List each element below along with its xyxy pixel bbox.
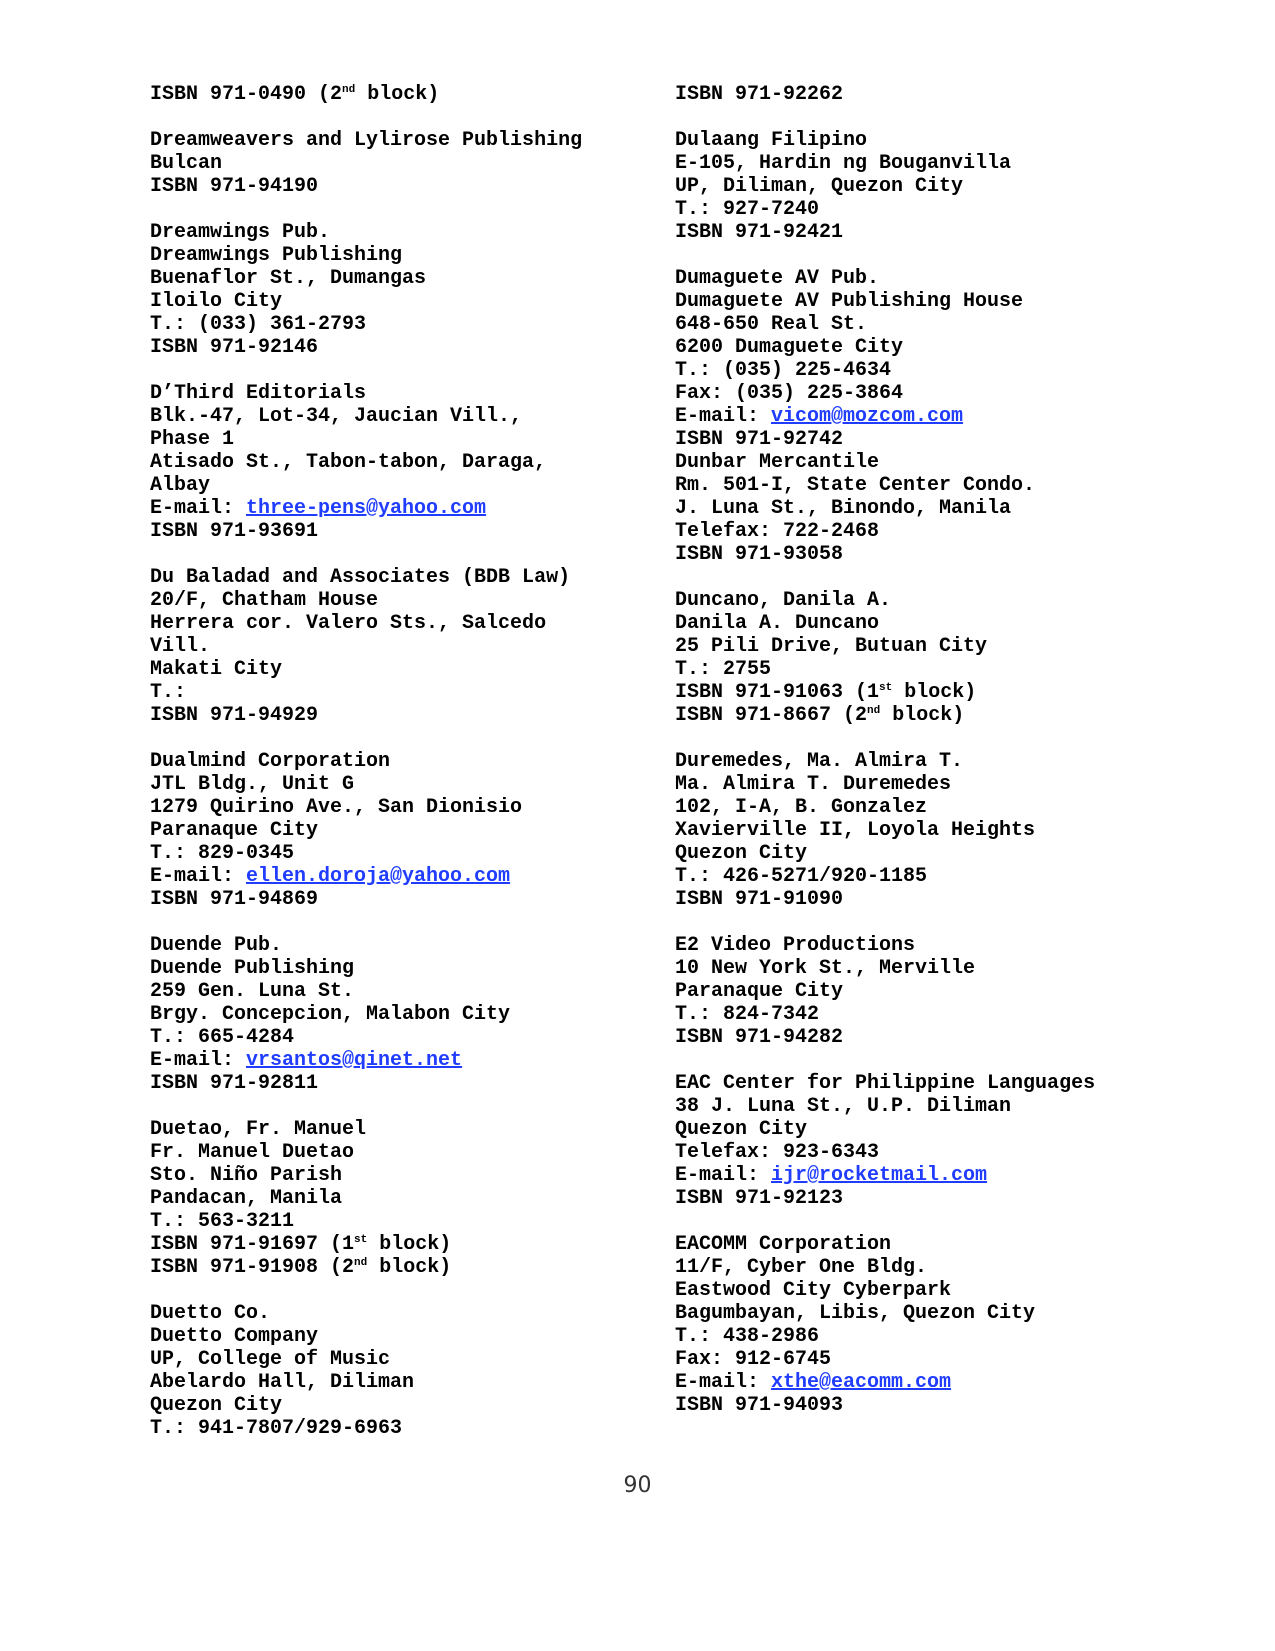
email-link[interactable]: ellen.doroja@yahoo.com [246,865,511,888]
entry-line [150,336,660,359]
line-text: ISBN 971-92421 [675,221,844,244]
line-text: Dumaguete AV Pub. [675,267,880,290]
line-text: ISBN 971-92811 [150,1072,319,1095]
entry-line [150,1118,660,1141]
entry-line [150,1187,660,1210]
entry-line [675,1394,1235,1417]
entry-spacer [150,1095,660,1118]
entry-line [150,1072,660,1095]
entry-line [675,129,1235,152]
line-text: Abelardo Hall, Diliman [150,1371,415,1394]
entry-line [150,520,660,543]
entry-line [150,1003,660,1026]
entry-line [150,658,660,681]
line-text: Dreamwings Pub. [150,221,331,244]
entry-line [675,290,1235,313]
entry-line [675,934,1235,957]
entry-line [675,796,1235,819]
entry-spacer [150,198,660,221]
entry-line [150,635,660,658]
line-text: Fax: (035) 225-3864 [675,382,904,405]
entry-line [675,1141,1235,1164]
line-text: Ma. Almira T. Duremedes [675,773,952,796]
line-text: block) [880,704,965,727]
directory-entry [150,129,660,198]
line-text: Dreamweavers and Lylirose Publishing [150,129,583,152]
entry-line [675,1072,1235,1095]
line-text: Duende Pub. [150,934,283,957]
line-text: Quezon City [675,1118,808,1141]
line-text: EAC Center for Philippine Languages [675,1072,1096,1095]
directory-entry [150,83,660,106]
entry-line [150,428,660,451]
line-text: block) [367,1256,452,1279]
entry-line [150,451,660,474]
line-text: ISBN 971-92123 [675,1187,844,1210]
entry-line [150,1394,660,1417]
line-text: Paranaque City [150,819,319,842]
entry-line [150,1417,660,1440]
entry-line [150,612,660,635]
entry-line [675,474,1235,497]
entry-line [150,152,660,175]
ordinal-superscript: nd [354,1257,368,1269]
entry-line [150,1371,660,1394]
entry-line [675,152,1235,175]
entry-line [150,474,660,497]
entry-line [150,1141,660,1164]
directory-entry [150,1302,660,1440]
line-text: Bagumbayan, Libis, Quezon City [675,1302,1036,1325]
line-text: Herrera cor. Valero Sts., Salcedo [150,612,547,635]
directory-entry [675,589,1235,727]
ordinal-superscript: nd [342,84,356,96]
line-text: UP, Diliman, Quezon City [675,175,964,198]
entry-line [150,1164,660,1187]
line-text: ISBN 971-0490 (2 [150,83,343,106]
entry-line [150,1210,660,1233]
line-text: E-mail: [150,865,247,888]
line-text: E-mail: [150,1049,247,1072]
line-text: ISBN 971-92262 [675,83,844,106]
line-text: J. Luna St., Binondo, Manila [675,497,1012,520]
entry-line [675,612,1235,635]
line-text: T.: (035) 225-4634 [675,359,892,382]
line-text: Eastwood City Cyberpark [675,1279,952,1302]
entry-line [675,1233,1235,1256]
entry-line [150,244,660,267]
line-text: 20/F, Chatham House [150,589,379,612]
entry-line [675,658,1235,681]
entry-line [675,451,1235,474]
line-text: Quezon City [675,842,808,865]
line-text: E-mail: [675,405,772,428]
entry-line [150,405,660,428]
line-text: 1279 Quirino Ave., San Dionisio [150,796,523,819]
line-text: Dualmind Corporation [150,750,391,773]
line-text: Duncano, Danila A. [675,589,892,612]
line-text: T.: 824-7342 [675,1003,820,1026]
line-text: Rm. 501-I, State Center Condo. [675,474,1036,497]
entry-line [150,1233,660,1256]
entry-line [675,428,1235,451]
entry-line [675,1164,1235,1187]
line-text: T.: (033) 361-2793 [150,313,367,336]
line-text: ISBN 971-93691 [150,520,319,543]
email-link[interactable]: ijr@rocketmail.com [771,1164,988,1187]
entry-line [150,267,660,290]
line-text: Dunbar Mercantile [675,451,880,474]
entry-line [675,819,1235,842]
entry-line [150,934,660,957]
entry-line [675,842,1235,865]
line-text: T.: 665-4284 [150,1026,295,1049]
entry-line [675,497,1235,520]
line-text: ISBN 971-94190 [150,175,319,198]
line-text: E2 Video Productions [675,934,916,957]
entry-spacer [675,1049,1235,1072]
entry-spacer [150,359,660,382]
email-link[interactable]: vrsantos@qinet.net [246,1049,463,1072]
line-text: T.: 426-5271/920-1185 [675,865,928,888]
entry-line [675,589,1235,612]
entry-spacer [675,566,1235,589]
line-text: block) [367,1233,452,1256]
entry-line [150,865,660,888]
entry-line [150,980,660,1003]
line-text: block) [355,83,440,106]
entry-spacer [150,911,660,934]
entry-line [675,704,1235,727]
line-text: Dumaguete AV Publishing House [675,290,1024,313]
line-text: T.: 438-2986 [675,1325,820,1348]
entry-line [675,405,1235,428]
entry-line [150,888,660,911]
line-text: ISBN 971-94929 [150,704,319,727]
line-text: Telefax: 722-2468 [675,520,880,543]
line-text: 259 Gen. Luna St. [150,980,355,1003]
line-text: Duende Publishing [150,957,355,980]
entry-line [150,773,660,796]
line-text: Danila A. Duncano [675,612,880,635]
line-text: Du Baladad and Associates (BDB Law) [150,566,571,589]
line-text: Duetto Company [150,1325,319,1348]
entry-line [675,543,1235,566]
line-text: Blk.-47, Lot-34, Jaucian Vill., [150,405,523,428]
entry-line [150,704,660,727]
line-text: Bulcan [150,152,223,175]
directory-entry [150,221,660,359]
entry-spacer [150,727,660,750]
line-text: Dreamwings Publishing [150,244,403,267]
directory-entry [150,750,660,911]
entry-line [675,520,1235,543]
line-text: T.: 563-3211 [150,1210,295,1233]
line-text: Paranaque City [675,980,844,1003]
line-text: T.: 941-7807/929-6963 [150,1417,403,1440]
line-text: Vill. [150,635,211,658]
directory-entry [150,1118,660,1279]
entry-line [675,1118,1235,1141]
entry-spacer [675,106,1235,129]
entry-spacer [150,106,660,129]
line-text: ISBN 971-91063 (1 [675,681,880,704]
entry-line [675,1371,1235,1394]
line-text: E-mail: [675,1371,772,1394]
email-link[interactable]: xthe@eacomm.com [771,1371,952,1394]
line-text: ISBN 971-92146 [150,336,319,359]
entry-line [150,819,660,842]
directory-entry [675,1072,1235,1210]
directory-entry [675,934,1235,1049]
entry-spacer [675,1210,1235,1233]
entry-line [675,1348,1235,1371]
entry-line [675,336,1235,359]
line-text: 102, I-A, B. Gonzalez [675,796,928,819]
entry-line [150,221,660,244]
entry-line [675,865,1235,888]
line-text: Fax: 912-6745 [675,1348,832,1371]
entry-spacer [675,727,1235,750]
line-text: T.: 2755 [675,658,772,681]
entry-line [675,221,1235,244]
line-text: Pandacan, Manila [150,1187,343,1210]
directory-entry [675,1233,1235,1417]
line-text: E-mail: [150,497,247,520]
line-text: 11/F, Cyber One Bldg. [675,1256,928,1279]
entry-line [675,980,1235,1003]
line-text: 25 Pili Drive, Butuan City [675,635,988,658]
line-text: UP, College of Music [150,1348,391,1371]
line-text: Sto. Niño Parish [150,1164,343,1187]
directory-entry [675,267,1235,566]
entry-line [150,681,660,704]
line-text: Iloilo City [150,290,283,313]
line-text: ISBN 971-8667 (2 [675,704,868,727]
email-link[interactable]: vicom@mozcom.com [771,405,964,428]
entry-line [150,382,660,405]
entry-line [675,1256,1235,1279]
entry-line [675,267,1235,290]
line-text: ISBN 971-94093 [675,1394,844,1417]
line-text: ISBN 971-93058 [675,543,844,566]
line-text: Duetao, Fr. Manuel [150,1118,367,1141]
line-text: T.: 829-0345 [150,842,295,865]
line-text: Brgy. Concepcion, Malabon City [150,1003,511,1026]
directory-entry [675,750,1235,911]
line-text: 6200 Dumaguete City [675,336,904,359]
entry-line [675,1325,1235,1348]
entry-line [675,1026,1235,1049]
entry-line [675,313,1235,336]
line-text: Fr. Manuel Duetao [150,1141,355,1164]
entry-line [150,1256,660,1279]
entry-line [150,497,660,520]
entry-line [675,635,1235,658]
entry-line [150,290,660,313]
line-text: T.: 927-7240 [675,198,820,221]
line-text: E-mail: [675,1164,772,1187]
directory-entry [150,934,660,1095]
entry-line [150,1302,660,1325]
entry-line [675,957,1235,980]
entry-line [150,796,660,819]
line-text: ISBN 971-94869 [150,888,319,911]
entry-line [150,957,660,980]
line-text: 38 J. Luna St., U.P. Diliman [675,1095,1012,1118]
directory-entry [675,83,1235,106]
ordinal-superscript: st [879,682,893,694]
entry-line [150,1049,660,1072]
entry-line [675,1003,1235,1026]
entry-line [150,83,660,106]
line-text: Duremedes, Ma. Almira T. [675,750,964,773]
line-text: block) [892,681,977,704]
entry-line [150,589,660,612]
entry-line [675,83,1235,106]
entry-line [675,1279,1235,1302]
line-text: Buenaflor St., Dumangas [150,267,427,290]
line-text: EACOMM Corporation [675,1233,892,1256]
entry-spacer [675,244,1235,267]
entry-line [675,198,1235,221]
entry-line [675,888,1235,911]
entry-line [150,750,660,773]
directory-entry [150,382,660,543]
line-text: JTL Bldg., Unit G [150,773,355,796]
ordinal-superscript: nd [867,705,881,717]
line-text: Atisado St., Tabon-tabon, Daraga, [150,451,547,474]
left-column [150,83,660,1440]
entry-line [675,750,1235,773]
directory-entry [675,129,1235,244]
entry-line [150,566,660,589]
line-text: Duetto Co. [150,1302,271,1325]
line-text: ISBN 971-91697 (1 [150,1233,355,1256]
ordinal-superscript: st [354,1234,368,1246]
line-text: 10 New York St., Merville [675,957,976,980]
line-text: Makati City [150,658,283,681]
entry-line [150,129,660,152]
line-text: Telefax: 923-6343 [675,1141,880,1164]
entry-line [150,842,660,865]
entry-line [150,1026,660,1049]
entry-spacer [150,1279,660,1302]
entry-line [675,175,1235,198]
line-text: 648-650 Real St. [675,313,868,336]
entry-line [675,382,1235,405]
entry-line [150,175,660,198]
entry-line [675,1187,1235,1210]
entry-spacer [675,911,1235,934]
line-text: ISBN 971-92742 [675,428,844,451]
entry-line [675,359,1235,382]
line-text: E-105, Hardin ng Bouganvilla [675,152,1012,175]
entry-line [150,1348,660,1371]
entry-line [150,1325,660,1348]
entry-line [675,773,1235,796]
line-text: ISBN 971-91908 (2 [150,1256,355,1279]
line-text: Dulaang Filipino [675,129,868,152]
line-text: Xavierville II, Loyola Heights [675,819,1036,842]
line-text: ISBN 971-94282 [675,1026,844,1049]
entry-spacer [150,543,660,566]
entry-line [150,313,660,336]
line-text: T.: [150,681,187,704]
line-text: Quezon City [150,1394,283,1417]
directory-entry [150,566,660,727]
line-text: Phase 1 [150,428,235,451]
right-column [675,83,1235,1417]
entry-line [675,1302,1235,1325]
email-link[interactable]: three-pens@yahoo.com [246,497,487,520]
line-text: ISBN 971-91090 [675,888,844,911]
entry-line [675,681,1235,704]
entry-line [675,1095,1235,1118]
line-text: D’Third Editorials [150,382,367,405]
page-number: 90 [623,1473,652,1498]
line-text: Albay [150,474,211,497]
